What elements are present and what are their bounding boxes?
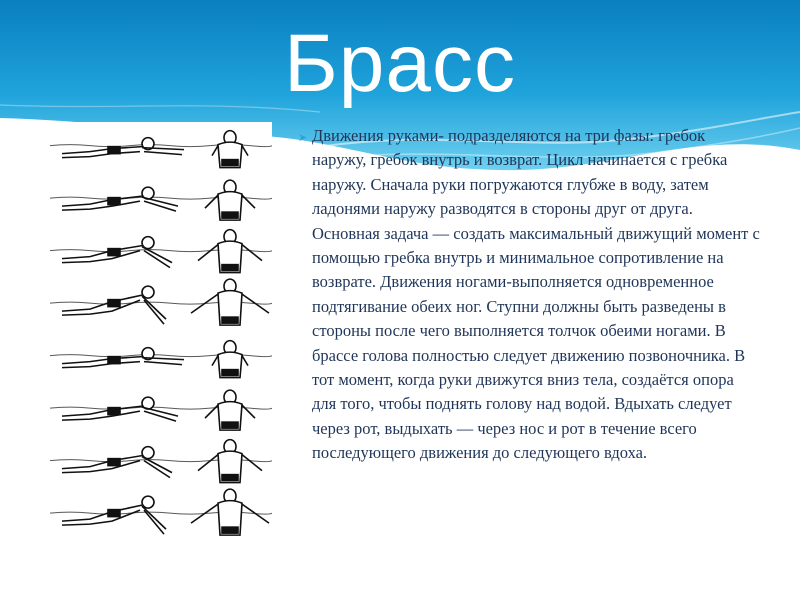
arrow-bullet-icon: ➤ xyxy=(298,132,308,144)
description-text: Движения руками- подразделяются на три фазы: гребок наружу, гребок внутрь и возврат. Цикл начинается с гребка наружу. Сначала руки погружаются глубже в воду, затем ладонями наружу разводятся в стороны друг от друга. Основная задача — создать максимальный движущий момент с помощью гребка внутрь и минимальное сопротивление на возврате. Движения ногами-выполняется одновременное подтягивание обеих ног. Ступни должны быть разведены в стороны после чего выполняется толчок обеими ногами. В брассе голова полностью следует движению позвоночника. В тот момент, когда руки движутся вниз тела, создаётся опора для того, чтобы поднять голову над водой. Вдыхать следует через рот, выдыхать — через нос и рот в течение всего последующего движения до следующего вдоха. xyxy=(312,126,760,463)
description-block xyxy=(298,124,762,466)
breaststroke-phases-illustration xyxy=(50,122,272,542)
slide-title: Брасс xyxy=(283,18,517,109)
